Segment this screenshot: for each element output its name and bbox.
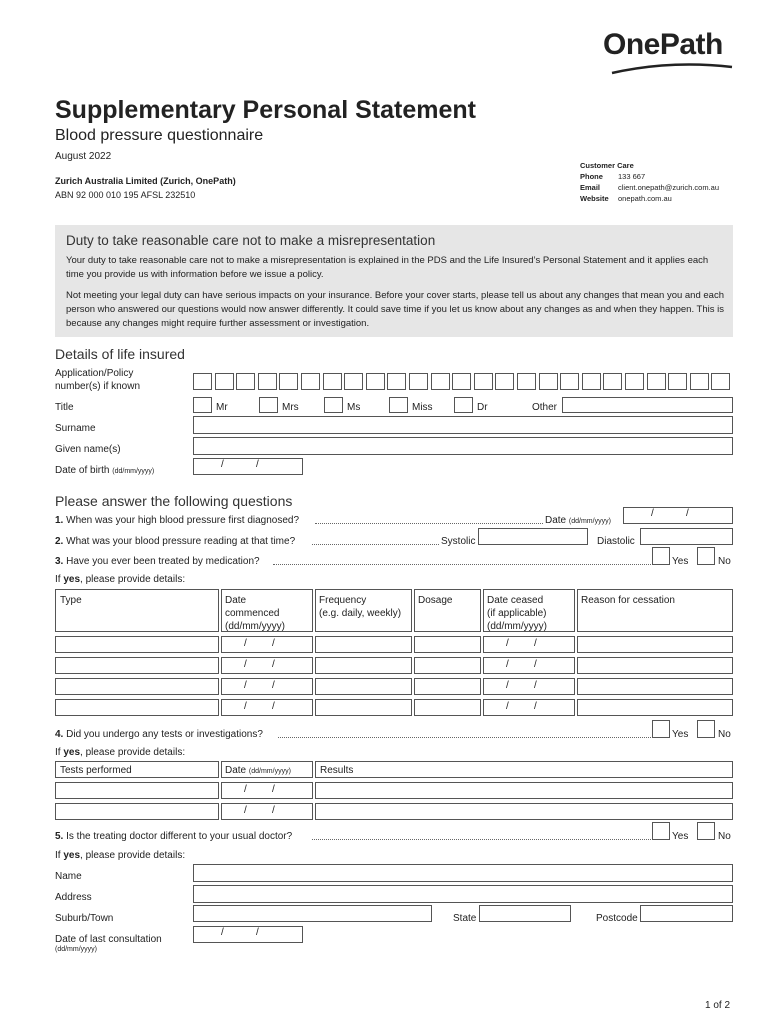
med-date-ceased-cell[interactable] <box>483 636 575 653</box>
med-header-frequency-1: Frequency <box>319 595 367 606</box>
duty-panel <box>55 225 733 337</box>
policy-label-line-1: Application/Policy <box>55 368 134 379</box>
website-label: Website <box>580 194 609 203</box>
med-dosage-cell[interactable] <box>414 657 481 674</box>
policy-digit-box[interactable] <box>301 373 320 390</box>
policy-digit-box[interactable] <box>625 373 644 390</box>
date-slash: / <box>534 638 537 649</box>
question-3 <box>55 556 260 567</box>
med-header-ceased-1: Date ceased <box>487 595 544 606</box>
dob-label-wrap <box>55 465 154 476</box>
date-slash: / <box>244 659 247 670</box>
question-5 <box>55 831 292 842</box>
document-date: August 2022 <box>55 151 112 162</box>
page-title: Supplementary Personal Statement <box>55 96 476 124</box>
suburb-input[interactable] <box>193 905 432 922</box>
q3-if-yes-post: , please provide details: <box>80 574 186 585</box>
policy-label-line-2: number(s) if known <box>55 381 141 392</box>
policy-digit-box[interactable] <box>279 373 298 390</box>
phone-label: Phone <box>580 172 603 181</box>
question-1 <box>55 515 299 526</box>
med-header-date-format: (dd/mm/yyyy) <box>225 621 285 632</box>
q3-no-label: No <box>718 556 731 567</box>
tests-header-tests: Tests performed <box>60 765 132 776</box>
q4-text: Did you undergo any tests or investigations? <box>66 729 263 740</box>
tests-col-date <box>221 761 313 778</box>
q1-date-input[interactable] <box>623 507 733 524</box>
policy-digit-box[interactable] <box>582 373 601 390</box>
med-date-ceased-cell[interactable] <box>483 699 575 716</box>
med-header-frequency-2: (e.g. daily, weekly) <box>319 608 402 619</box>
last-consult-format: (dd/mm/yyyy) <box>55 946 97 953</box>
q2-number: 2. <box>55 536 64 547</box>
med-header-dosage: Dosage <box>418 595 453 606</box>
q4-if-yes-bold: yes <box>63 747 81 758</box>
surname-input[interactable] <box>193 416 733 434</box>
med-dosage-cell[interactable] <box>414 699 481 716</box>
q3-if-yes-text <box>55 574 185 585</box>
q1-number: 1. <box>55 515 64 526</box>
date-slash: / <box>244 680 247 691</box>
last-consult-input[interactable] <box>193 926 303 943</box>
policy-digit-box[interactable] <box>452 373 471 390</box>
med-header-reason: Reason for cessation <box>581 595 675 606</box>
date-slash: / <box>534 701 537 712</box>
date-slash: / <box>244 784 247 795</box>
surname-label: Surname <box>55 423 96 434</box>
date-slash: / <box>272 638 275 649</box>
med-dosage-cell[interactable] <box>414 678 481 695</box>
contact-heading: Customer Care <box>580 161 634 170</box>
q5-no-checkbox[interactable] <box>697 822 715 840</box>
title-miss-label: Miss <box>412 402 433 413</box>
policy-digit-box[interactable] <box>431 373 450 390</box>
website-value[interactable]: onepath.com.au <box>618 194 672 203</box>
q4-if-yes-text <box>55 747 185 758</box>
med-col-frequency <box>315 589 412 632</box>
q1-date-format: (dd/mm/yyyy) <box>568 518 611 525</box>
dob-format: (dd/mm/yyyy) <box>112 468 155 475</box>
title-dr-checkbox[interactable] <box>454 397 473 413</box>
q1-date-label-wrap <box>545 515 611 526</box>
date-slash: / <box>272 659 275 670</box>
last-consult-label: Date of last consultation <box>55 934 162 945</box>
policy-digit-box[interactable] <box>387 373 406 390</box>
dob-input[interactable] <box>193 458 303 475</box>
tests-header-results: Results <box>320 765 354 776</box>
title-miss-checkbox[interactable] <box>389 397 408 413</box>
q1-slash-2: / <box>686 508 689 519</box>
med-reason-cell[interactable] <box>577 657 733 674</box>
med-frequency-cell[interactable] <box>315 636 412 653</box>
med-header-type: Type <box>60 595 82 606</box>
q5-if-yes-post: , please provide details: <box>80 850 186 861</box>
q4-no-label: No <box>718 729 731 740</box>
policy-digit-box[interactable] <box>668 373 687 390</box>
med-type-cell[interactable] <box>55 678 219 695</box>
title-mrs-checkbox[interactable] <box>259 397 278 413</box>
last-consult-slash-1: / <box>221 927 224 938</box>
title-ms-label: Ms <box>347 402 361 413</box>
med-header-date-2: commenced <box>225 608 280 619</box>
q5-if-yes-text <box>55 850 185 861</box>
title-mr-checkbox[interactable] <box>193 397 212 413</box>
q4-yes-checkbox[interactable] <box>652 720 670 738</box>
tests-col-tests <box>55 761 219 778</box>
title-ms-checkbox[interactable] <box>324 397 343 413</box>
q5-text: Is the treating doctor different to your usual doctor? <box>66 831 293 842</box>
med-date-commenced-cell[interactable] <box>221 636 313 653</box>
q5-if-yes-bold: yes <box>63 850 81 861</box>
dob-label: Date of birth <box>55 465 110 476</box>
duty-paragraph-1: Your duty to take reasonable care not to make a misrepresentation is explained in the PDS and the Life Insured’s Personal Statement and it applies each time you provide us with information before we issue a policy. <box>66 255 709 280</box>
med-date-commenced-cell[interactable] <box>221 678 313 695</box>
q5-leader <box>312 839 651 840</box>
date-slash: / <box>506 638 509 649</box>
given-name-label: Given name(s) <box>55 444 121 455</box>
med-reason-cell[interactable] <box>577 636 733 653</box>
policy-digit-box[interactable] <box>409 373 428 390</box>
postcode-label: Postcode <box>596 913 638 924</box>
q5-yes-label: Yes <box>672 831 689 842</box>
systolic-label: Systolic <box>441 536 476 547</box>
question-2 <box>55 536 295 547</box>
suburb-label: Suburb/Town <box>55 913 114 924</box>
q4-number: 4. <box>55 729 64 740</box>
title-mrs-label: Mrs <box>282 402 299 413</box>
date-slash: / <box>506 701 509 712</box>
phone-value: 133 667 <box>618 172 646 181</box>
q1-leader <box>315 523 543 524</box>
med-frequency-cell[interactable] <box>315 657 412 674</box>
med-frequency-cell[interactable] <box>315 699 412 716</box>
med-header-date-1: Date <box>225 595 247 606</box>
systolic-input[interactable] <box>478 528 588 545</box>
med-date-commenced-cell[interactable] <box>221 657 313 674</box>
customer-care-contact <box>580 160 719 204</box>
med-dosage-cell[interactable] <box>414 636 481 653</box>
last-consult-slash-2: / <box>256 927 259 938</box>
q2-leader <box>312 544 439 545</box>
dob-slash-2: / <box>256 459 259 470</box>
test-results-cell[interactable] <box>315 782 733 799</box>
policy-digit-box[interactable] <box>344 373 363 390</box>
date-slash: / <box>534 680 537 691</box>
q2-text: What was your blood pressure reading at that time? <box>66 536 296 547</box>
q3-if-yes-bold: yes <box>63 574 81 585</box>
page-subtitle: Blood pressure questionnaire <box>55 127 264 144</box>
policy-digit-box[interactable] <box>647 373 666 390</box>
duty-paragraph-2: Not meeting your legal duty can have serious impacts on your insurance. Before your cover starts, please tell us about any changes that mean you and each person who answered our questions would now answer differently. It could save time if you let us know about any changes as and when they happen. This is because any changes might require further assessment or investigation. <box>66 290 725 329</box>
test-performed-cell[interactable] <box>55 782 219 799</box>
med-col-type <box>55 589 219 632</box>
q5-yes-checkbox[interactable] <box>652 822 670 840</box>
q5-number: 5. <box>55 831 64 842</box>
policy-digit-box[interactable] <box>560 373 579 390</box>
q1-slash-1: / <box>651 508 654 519</box>
test-date-cell[interactable] <box>221 803 313 820</box>
title-other-input[interactable] <box>562 397 733 413</box>
dob-slash-1: / <box>221 459 224 470</box>
title-mr-label: Mr <box>216 402 228 413</box>
questions-heading: Please answer the following questions <box>55 493 293 509</box>
state-label: State <box>453 913 477 924</box>
q3-if-yes-pre: If <box>55 574 61 585</box>
date-slash: / <box>506 659 509 670</box>
med-frequency-cell[interactable] <box>315 678 412 695</box>
policy-digit-box[interactable] <box>258 373 277 390</box>
policy-digit-box[interactable] <box>495 373 514 390</box>
date-slash: / <box>244 701 247 712</box>
med-header-ceased-2: (if applicable) <box>487 608 547 619</box>
state-input[interactable] <box>479 905 571 922</box>
date-slash: / <box>244 638 247 649</box>
tests-col-results <box>315 761 733 778</box>
title-dr-label: Dr <box>477 402 488 413</box>
q5-no-label: No <box>718 831 731 842</box>
policy-digit-box[interactable] <box>366 373 385 390</box>
q5-if-yes-pre: If <box>55 850 61 861</box>
email-label: Email <box>580 183 601 192</box>
policy-digit-box[interactable] <box>539 373 558 390</box>
policy-digit-box[interactable] <box>474 373 493 390</box>
policy-digit-box[interactable] <box>517 373 536 390</box>
med-col-dosage <box>414 589 481 632</box>
med-date-ceased-cell[interactable] <box>483 657 575 674</box>
duty-title: Duty to take reasonable care not to make a misrepresentation <box>66 233 436 248</box>
q4-yes-label: Yes <box>672 729 689 740</box>
q3-leader <box>273 564 651 565</box>
email-value[interactable]: client.onepath@zurich.com.au <box>618 183 720 192</box>
policy-digit-box[interactable] <box>236 373 255 390</box>
policy-digit-box[interactable] <box>711 373 730 390</box>
med-reason-cell[interactable] <box>577 678 733 695</box>
med-type-cell[interactable] <box>55 636 219 653</box>
policy-digit-box[interactable] <box>323 373 342 390</box>
q4-if-yes-post: , please provide details: <box>80 747 186 758</box>
q1-text: When was your high blood pressure first diagnosed? <box>66 515 300 526</box>
postcode-input[interactable] <box>640 905 733 922</box>
date-slash: / <box>244 805 247 816</box>
q3-no-checkbox[interactable] <box>697 547 715 565</box>
med-reason-cell[interactable] <box>577 699 733 716</box>
title-other-label: Other <box>532 402 558 413</box>
tests-header-date-format: (dd/mm/yyyy) <box>248 768 291 775</box>
date-slash: / <box>272 680 275 691</box>
company-abn: ABN 92 000 010 195 AFSL 232510 <box>55 190 196 200</box>
diastolic-label: Diastolic <box>597 536 635 547</box>
diastolic-input[interactable] <box>640 528 733 545</box>
test-results-cell[interactable] <box>315 803 733 820</box>
date-slash: / <box>534 659 537 670</box>
q4-no-checkbox[interactable] <box>697 720 715 738</box>
med-date-ceased-cell[interactable] <box>483 678 575 695</box>
page-number: 1 of 2 <box>705 1000 731 1011</box>
q3-yes-checkbox[interactable] <box>652 547 670 565</box>
doctor-name-label: Name <box>55 871 82 882</box>
policy-digit-box[interactable] <box>690 373 709 390</box>
med-header-ceased-format: (dd/mm/yyyy) <box>487 621 547 632</box>
given-name-input[interactable] <box>193 437 733 455</box>
med-col-reason <box>577 589 733 632</box>
details-heading: Details of life insured <box>55 346 185 362</box>
onepath-logo: OnePath <box>603 28 723 61</box>
company-name: Zurich Australia Limited (Zurich, OnePath) <box>55 176 236 186</box>
policy-digit-box[interactable] <box>603 373 622 390</box>
date-slash: / <box>272 805 275 816</box>
test-date-cell[interactable] <box>221 782 313 799</box>
policy-digit-box[interactable] <box>215 373 234 390</box>
med-col-date-commenced <box>221 589 313 632</box>
med-date-commenced-cell[interactable] <box>221 699 313 716</box>
test-performed-cell[interactable] <box>55 803 219 820</box>
q3-number: 3. <box>55 556 64 567</box>
title-label: Title <box>55 402 74 413</box>
date-slash: / <box>272 701 275 712</box>
q3-text: Have you ever been treated by medication? <box>66 556 260 567</box>
doctor-address-input[interactable] <box>193 885 733 903</box>
policy-digit-box[interactable] <box>193 373 212 390</box>
med-type-cell[interactable] <box>55 657 219 674</box>
q3-yes-label: Yes <box>672 556 689 567</box>
q1-date-label: Date <box>545 515 567 526</box>
tests-header-date: Date <box>225 765 247 776</box>
q4-if-yes-pre: If <box>55 747 61 758</box>
med-type-cell[interactable] <box>55 699 219 716</box>
q4-leader <box>278 737 651 738</box>
med-col-date-ceased <box>483 589 575 632</box>
doctor-address-label: Address <box>55 892 92 903</box>
date-slash: / <box>272 784 275 795</box>
doctor-name-input[interactable] <box>193 864 733 882</box>
logo-swoosh-icon <box>610 62 734 76</box>
question-4 <box>55 729 263 740</box>
date-slash: / <box>506 680 509 691</box>
tests-header-date-wrap <box>225 764 291 778</box>
